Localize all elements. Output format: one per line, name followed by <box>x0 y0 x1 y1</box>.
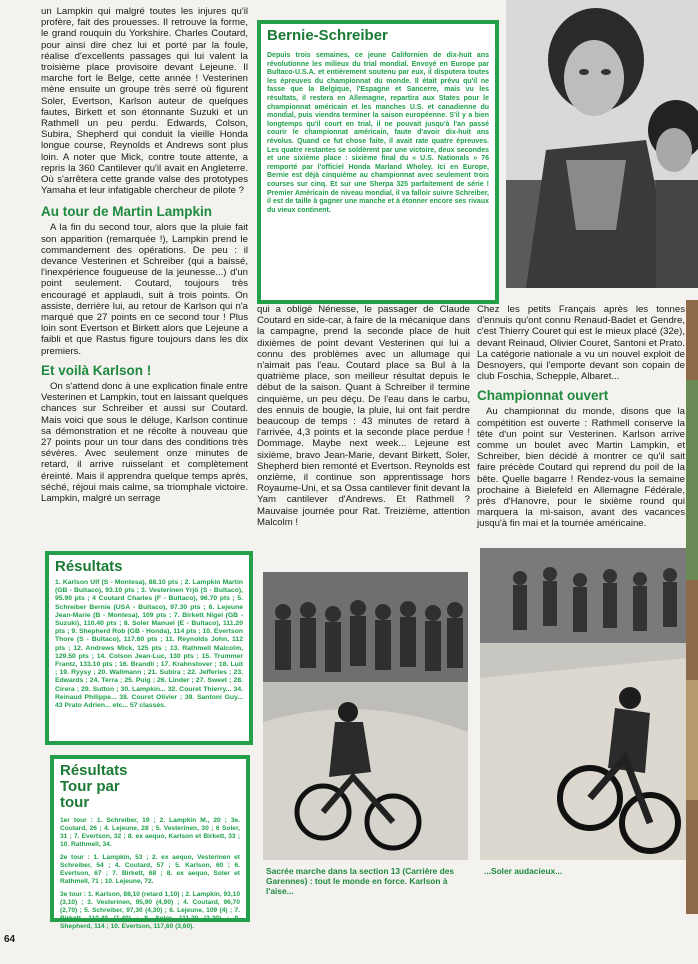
photo-karlson-section <box>263 572 468 860</box>
resultats-box <box>45 551 253 745</box>
heading-lampkin: Au tour de Martin Lampkin <box>41 204 213 220</box>
photo-edge-strip <box>686 300 698 914</box>
tour-2-results: 2e tour : 1. Lampkin, 53 ; 2. ex aequo, Vesterinen et Schreiber, 54 ; 4. Coutard, 57 ; 5. Karlson, 60 ; 6. Evertson, 67 ; 7. Birkett, 68 ; 8. ex aequo, Soler et Rathmell, 71 ; 10. Lejeune, 72. <box>60 854 240 885</box>
page-number: 64 <box>4 934 16 945</box>
paragraph-karlson: On s'attend donc à une explication finale entre Vesterinen et Lampkin, tout en laissant quelques chances sur Schreiber et aussi sur Coutard. Mais voici que sous le déluge, Karlson continue sa démonstration et ne récolte à nouveau que 27 points pour un tour dans des conditions très sévères. Avec seulement onze minutes de retard, il arrive ruisselant et complètement éreinté. Mais il apprendra quelque temps après, séché, réjoui mais calme, sa triomphale victoire. Lampkin, malgré un serrage <box>41 380 248 504</box>
bernie-box-title: Bernie-Schreiber <box>267 27 388 44</box>
article-column-1 <box>41 6 248 504</box>
paragraph-col2: qui a obligé Nénesse, le passager de Claude Coutard en side-car, à faire de la mécanique dans la campagne, prend la seconde place de huit dixièmes de point devant Vesterinen qui lui a connu des problèmes avec un allumage qui n'aimait pas l'eau. Coutard place sa Bul à la quatrième place, son meilleur résultat depuis le début de la saison. Quant à Schreiber il termine cinquième, un peu déçu. De l'eau dans le carbu, des ennuis de bougie, la pluie, lui ont fait perdre beaucoup de temps : 43 minutes de retard à l'arrivée, 4,3 points et la seconde place perdue ! Dommage. Maybe next week... Lejeune est sixième, bravo Jean-Marie, devant Birkett, Soler, Shepherd bien remonté et Evertson. Reynolds est onzième, il continue son apprentissage hors Royaume-Uni, et sa Ossa cantilever finit devant la Yam cantilever d'Andrews. Et Rathmell ? Mauvaise journée pour Rat. Treizième, attention Malcolm ! <box>257 304 470 528</box>
resultats-title: Résultats <box>55 558 123 575</box>
photo-rider-portrait <box>506 0 698 288</box>
tour-title: Résultats Tour par tour <box>60 762 128 811</box>
paragraph-intro: un Lampkin qui malgré toutes les injures qu'il profère, fait des prouesses. Il retrouve la forme, le grand rouquin du Yorkshire. Charles Coutard, pour ainsi dire chez lui et porté par la foule, réalise d'excellents passages qui lui valent la troisième place provisoire devant Lejeune. Il marche fort le Belge, cette année ! Vesterinen mène ensuite un groupe très serré où figurent Soler, Evertson, Karlson auteur de quelques fautes, Birkett et son étonnante Suzuki et un Rathmell un peu perdu. Edwards, Colson, Subira, Shepherd qui conduit la vieille Honda longue course, Reynolds et Andrews sont plus loin. A noter que Mick, contre toute attente, a repris la 360 Cantilever qu'il avait en Angleterre. Où s'arrêtera cette grande valse des prototypes Yamaha et leur infatigable chercheur de pilote ? <box>41 6 248 197</box>
article-column-2 <box>257 304 470 528</box>
tour-1-results: 1er tour : 1. Schreiber, 19 ; 2. Lampkin M., 20 ; 3e. Coutard, 26 ; 4. Lejeune, 28 ; 5. Vesterinen, 30 ; 6 Soler, 31 ; 7. Evertson, 32 ; 8. ex aequo, Karlson et Birkett, 33 ; 10. Rathmell, 34. <box>60 817 240 848</box>
caption-soler: ...Soler audacieux... <box>484 866 563 876</box>
photo-soler <box>480 548 686 860</box>
article-column-3 <box>477 304 685 530</box>
heading-karlson: Et voilà Karlson ! <box>41 362 152 378</box>
bernie-schreiber-box <box>257 20 499 304</box>
bernie-box-text: Depuis trois semaines, ce jeune Californien de dix-huit ans révolutionne les milieux du trial mondial. Envoyé en Europe par Bultaco-U.S.A. et entièrement soutenu par eux, il disputera toutes les épreuves du championnat du monde. Il était prévu qu'il ne fasse que la Belgique, l'Espagne et Sancerre, mais vu les résultats, il restera en Allemagne, repartira aux States pour le championnat américain et les manches U.S. et canadienne du mondial, puis viendra terminer la saison européenne. S'il y a bien longtemps qu'il court en trial, il ne pouvait jusqu'à l'an passé courir le championnat américain, faute d'avoir dix-huit ans révolus. Quand ce fut chose faite, il avait rate quatre épreuves. Les quatre restantes se soldèrent par une victoire, deux secondes et une sixième place : sixième final du « U.S. Nationals » 76 remporté par l'officiel Honda Marland Wholey. Ici en Europe, Bernie est déjà cinquième au championnat avec seulement trois courses sur cinq. Et sur une Sherpa 325 parfaitement de série ! Premier Américain de niveau mondial, il va falloir suivre Schreiber, il est de taille à gagner une manche et à étonner encore ses rivaux du vieux continent. <box>267 52 489 214</box>
tour-3-results: 3e tour : 1. Karlson, 88,10 (retard 1,10) ; 2. Lampkin, 93,10 (3,10) ; 3. Vesterinen, 95,90 (4,90) ; 4. Coutard, 96,70 (2,70) ; 5. Schreiber, 97,30 (4,30) ; 6. Lejeune, 109 (4) ; 7. Birkett, 110,40 (1,40) ; 8. Soler, 111,20 (3,20) ; 9. Shepherd, 114 ; 10. Evertson, 117,60 (3,60). <box>60 891 240 930</box>
heading-championnat: Championnat ouvert <box>477 388 609 404</box>
paragraph-championnat: Au championnat du monde, disons que la compétition est ouverte : Rathmell conserve la tête d'un point sur Vesterinen. Karlson arrive comme un boulet avec Martin Lampkin, et Schreiber, bien décidé à montrer ce qu'il sait faire précède Coutard qui reprend du poil de la bête. Quelle bagarre ! Rendez-vous la semaine prochaine à Bielefeld en Allemagne Fédérale, près d'Hanovre, pour le sixième round qui marquera la mi-saison, avant des vacances jusqu'à fin mai et la tournée américaine. <box>477 406 685 530</box>
caption-karlson: Sacrée marche dans la section 13 (Carrière des Garennes) : tout le monde en force. Karlson à l'aise... <box>266 866 455 896</box>
paragraph-col3-intro: Chez les petits Français après les tonnes d'ennuis qu'ont connu Renaud-Badet et Gendre, c'est Thierry Couret qui est le mieux placé (32e), devant Reinaud, Olivier Couret, Santoni et Prato. La catégorie nationale a vu un nouvel exploit de Desnoyers, qui l'emporte devant son copain de club Foschia, Schepple, Albaret... <box>477 304 685 383</box>
paragraph-lampkin: A la fin du second tour, alors que la pluie fait son apparition (remarquée !), Lampkin prend le commandement des opérations. De peu : il devance Vesterinen et Schreiber (qui a baissé, l'inexpérience fougueuse de la jeunesse...) d'un point seulement. Coutard, toujours très encouragé et applaudi, suit à trois points. On assiste, derrière lui, au retour de Karlson qui n'a marqué que 27 points en ce second tour ! Plus loin sont Evertson et Birkett alors que Lejeune a faibli et que Rastus figure toujours dans les dix premiers. <box>41 222 248 357</box>
resultats-text: 1. Karlson Ulf (S - Montesa), 88.10 pts ; 2. Lampkin Martin (GB - Bultaco), 93.10 pts ; 3. Vesterinen Yrjö (S - Bultaco), 95.90 pts ; 4 Coutard Charles (F - Bultaco), 96.70 pts ; 5. Schreiber Bernie (USA - Bultaco), 97.30 pts ; 6. Lejeune Jean-Marie (B - Montesa), 109 pts ; 7. Birkett Nigel (GB - Suzuki), 110.40 pts ; 8. Soler Manuel (E - Bultaco), 111.20 pts ; 9. Shepherd Rob (GB - Honda), 114 pts ; 10. Evertson Thore (S - Bultaco), 117.60 pts ; 11. Reynolds John, 112 pts ; 12. Andrews Mick, 125 pts ; 13. Rathmell Malcolm, 129.50 pts ; 14. Colson Jean-Luc, 130 pts ; 15. Trummer Frantz, 133.10 pts ; 16. Brandli ; 17. Krahnstover ; 18. Luit ; 19. Ryysy ; 20. Wallmann ; 21. Subira ; 22. Jefferies ; 23. Edwards ; 24. Terra ; 25. Puig ; 26. Linder ; 27. Sweet ; 28. Cirera ; 29. Sutton ; 30. Lampkin... 32. Couret Thierry... 34. Reinaud Philippe... 38. Couret Olivier ; 39. Santoni Guy... 43 Prato Adrien... etc... 57 classés. <box>55 579 243 710</box>
tour-par-tour-box <box>50 755 250 930</box>
tour-results <box>60 817 240 931</box>
